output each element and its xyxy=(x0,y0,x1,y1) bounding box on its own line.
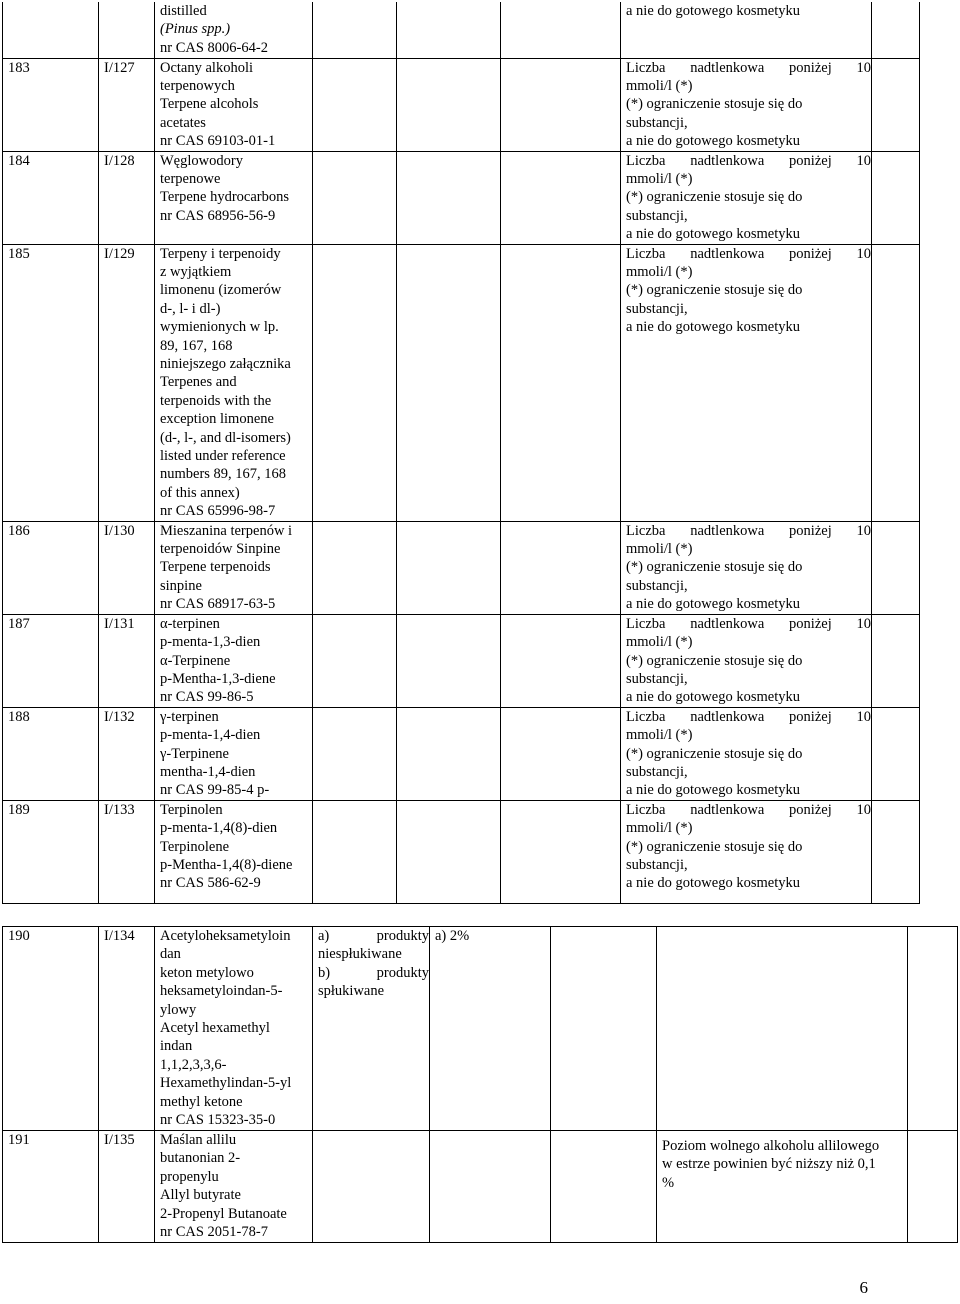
cell-condition: Liczba nadtlenkowa poniżej 10 mmoli/l (*) (*) ograniczenie stosuje się do substancji, a nie do gotowego kosmetyku xyxy=(621,151,872,244)
cell-num: 187 xyxy=(3,614,99,707)
cell-ref: I/131 xyxy=(99,614,155,707)
cell-ref: I/132 xyxy=(99,707,155,800)
cell-name: distilled (Pinus spp.) nr CAS 8006-64-2 xyxy=(155,2,313,58)
cell-condition: a nie do gotowego kosmetyku xyxy=(621,2,872,58)
cell-ref: I/127 xyxy=(99,58,155,151)
cell-condition: Liczba nadtlenkowa poniżej 10 mmoli/l (*) (*) ograniczenie stosuje się do substancji, a nie do gotowego kosmetyku xyxy=(621,244,872,521)
cell-num: 191 xyxy=(3,1131,99,1243)
cell-ref: I/129 xyxy=(99,244,155,521)
table-row xyxy=(3,707,920,800)
cell-num: 185 xyxy=(3,244,99,521)
cell-name: Maślan allilu butanonian 2- propenylu Allyl butyrate 2-Propenyl Butanoate nr CAS 2051-78-7 xyxy=(155,1131,313,1243)
cell-num xyxy=(3,2,99,58)
table-row xyxy=(3,521,920,614)
cell-name: Octany alkoholi terpenowych Terpene alcohols acetates nr CAS 69103-01-1 xyxy=(155,58,313,151)
cell-name: Terpeny i terpenoidy z wyjątkiem limonenu (izomerów d-, l- i dl-) wymienionych w lp. 89, 167, 168 niniejszego załącznika Terpenes and terpenoids with the exception limonene (d-, l-, and dl-isomers) listed under reference numbers 89, 167, 168 of this annex) nr CAS 65996-98-7 xyxy=(155,244,313,521)
cell-condition: Liczba nadtlenkowa poniżej 10 mmoli/l (*) (*) ograniczenie stosuje się do substancji, a nie do gotowego kosmetyku xyxy=(621,707,872,800)
cell-ref xyxy=(99,2,155,58)
cell-ref: I/130 xyxy=(99,521,155,614)
cell-name: Węglowodory terpenowe Terpene hydrocarbons nr CAS 68956-56-9 xyxy=(155,151,313,244)
cell-ref: I/133 xyxy=(99,800,155,903)
cell-condition: Liczba nadtlenkowa poniżej 10 mmoli/l (*) (*) ograniczenie stosuje się do substancji, a nie do gotowego kosmetyku xyxy=(621,521,872,614)
cell-max-concentration: a) 2% xyxy=(430,927,551,1131)
cell-name: γ-terpinen p-menta-1,4-dien γ-Terpinene mentha-1,4-dien nr CAS 99-85-4 p- xyxy=(155,707,313,800)
cell-num: 189 xyxy=(3,800,99,903)
table-row xyxy=(3,1131,958,1243)
cell-num: 184 xyxy=(3,151,99,244)
table-row-partial xyxy=(3,2,920,58)
cell-num: 188 xyxy=(3,707,99,800)
table-row xyxy=(3,614,920,707)
cell-name: Mieszanina terpenów i terpenoidów Sinpine Terpene terpenoids sinpine nr CAS 68917-63-5 xyxy=(155,521,313,614)
cell-ref: I/134 xyxy=(99,927,155,1131)
cell-condition: Poziom wolnego alkoholu allilowego w estrze powinien być niższy niż 0,1 % xyxy=(657,1131,908,1243)
cell-num: 190 xyxy=(3,927,99,1131)
table-row xyxy=(3,800,920,903)
table-row xyxy=(3,151,920,244)
page-number: 6 xyxy=(859,1278,868,1297)
cell-product-type: a) produkty niespłukiwane b) produkty spłukiwane xyxy=(313,927,430,1131)
cell-condition: Liczba nadtlenkowa poniżej 10 mmoli/l (*) (*) ograniczenie stosuje się do substancji, a nie do gotowego kosmetyku xyxy=(621,614,872,707)
cell-name: Terpinolen p-menta-1,4(8)-dien Terpinolene p-Mentha-1,4(8)-diene nr CAS 586-62-9 xyxy=(155,800,313,903)
cell-ref: I/135 xyxy=(99,1131,155,1243)
substances-table-2 xyxy=(2,926,958,1243)
table-row xyxy=(3,244,920,521)
cell-condition: Liczba nadtlenkowa poniżej 10 mmoli/l (*) (*) ograniczenie stosuje się do substancji, a nie do gotowego kosmetyku xyxy=(621,58,872,151)
cell-name: α-terpinen p-menta-1,3-dien α-Terpinene p-Mentha-1,3-diene nr CAS 99-86-5 xyxy=(155,614,313,707)
table-row xyxy=(3,927,958,1131)
cell-condition: Liczba nadtlenkowa poniżej 10 mmoli/l (*) (*) ograniczenie stosuje się do substancji, a nie do gotowego kosmetyku xyxy=(621,800,872,903)
cell-name: Acetyloheksametyloin dan keton metylowo heksametyloindan-5- ylowy Acetyl hexamethyl indan 1,1,2,3,3,6- Hexamethylindan-5-yl methyl ketone nr CAS 15323-35-0 xyxy=(155,927,313,1131)
table-row xyxy=(3,58,920,151)
cell-num: 186 xyxy=(3,521,99,614)
cell-num: 183 xyxy=(3,58,99,151)
substances-table-1 xyxy=(2,2,920,904)
cell-ref: I/128 xyxy=(99,151,155,244)
